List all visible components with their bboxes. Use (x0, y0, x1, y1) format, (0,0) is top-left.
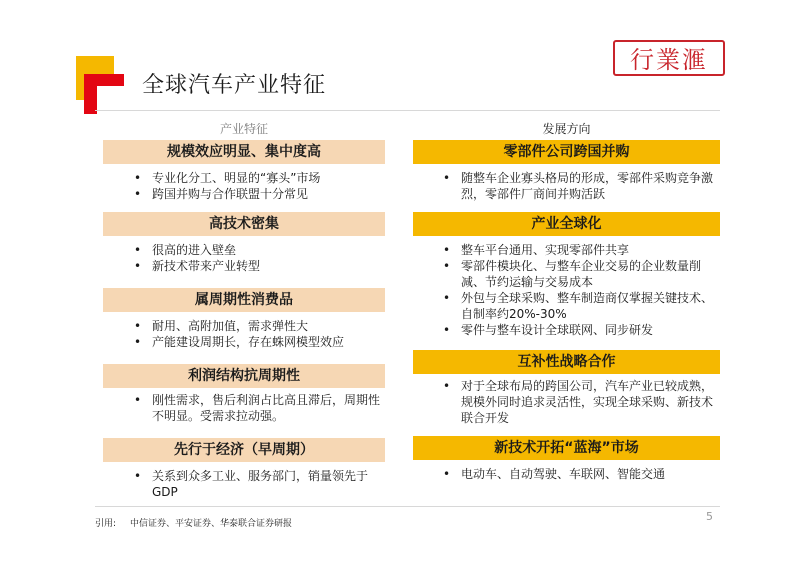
list-item: • 随整车企业寡头格局的形成，零部件采购竞争激烈，零部件厂商间并购活跃 (437, 170, 717, 202)
left-section-heading: 规模效应明显、集中度高 (103, 140, 385, 164)
list-item: • 对于全球布局的跨国公司，汽车产业已较成熟，规模外同时追求灵活性，实现全球采购、新技术联合开发 (437, 378, 717, 426)
left-column-header: 产业特征 (219, 122, 268, 136)
right-section-heading: 零部件公司跨国并购 (413, 140, 720, 164)
list-item: • 新技术带来产业转型 (128, 258, 388, 274)
list-item: • 电动车、自动驾驶、车联网、智能交通 (437, 466, 717, 482)
bottom-divider (95, 506, 720, 507)
left-section-heading: 属周期性消费品 (103, 288, 385, 312)
left-section-list (128, 392, 388, 424)
list-item: • 零件与整车设计全球联网、同步研发 (437, 322, 717, 338)
list-item: • 专业化分工、明显的“寡头”市场 (128, 170, 388, 186)
left-section-list (128, 468, 388, 500)
page-number: 5 (706, 510, 713, 523)
right-section-heading: 互补性战略合作 (413, 350, 720, 374)
left-section-list (128, 170, 388, 202)
right-section-list (437, 466, 717, 482)
top-divider (95, 110, 720, 111)
citation-sources: 中信证券、平安证券、华泰联合证券研报 (130, 519, 293, 529)
right-column-header: 发展方向 (542, 122, 591, 136)
list-item: • 很高的进入壁垒 (128, 242, 388, 258)
brand-logo: 行業滙 (613, 40, 725, 76)
list-item: • 外包与全球采购、整车制造商仅掌握关键技术、自制率约20%-30% (437, 290, 717, 322)
left-section-heading: 利润结构抗周期性 (103, 364, 385, 388)
right-section-list (437, 170, 717, 202)
list-item: • 产能建设周期长，存在蛛网模型效应 (128, 334, 388, 350)
right-section-list (437, 378, 717, 426)
decorative-white-square (97, 86, 127, 116)
left-section-heading: 先行于经济（早周期） (103, 438, 385, 462)
list-item: • 跨国并购与合作联盟十分常见 (128, 186, 388, 202)
left-section-list (128, 318, 388, 350)
list-item: • 刚性需求，售后利润占比高且滞后，周期性不明显。受需求拉动强。 (128, 392, 388, 424)
right-section-heading: 产业全球化 (413, 212, 720, 236)
left-section-heading: 高技术密集 (103, 212, 385, 236)
right-section-list (437, 242, 717, 338)
list-item: • 耐用、高附加值，需求弹性大 (128, 318, 388, 334)
list-item: • 关系到众多工业、服务部门，销量领先于GDP (128, 468, 388, 500)
page-title: 全球汽车产业特征 (142, 73, 327, 98)
list-item: • 整车平台通用、实现零部件共享 (437, 242, 717, 258)
list-item: • 零部件模块化、与整车企业交易的企业数量削减、节约运输与交易成本 (437, 258, 717, 290)
citation-label: 引用: (95, 519, 117, 529)
right-section-heading: 新技术开拓“蓝海”市场 (413, 436, 720, 460)
left-section-list (128, 242, 388, 274)
